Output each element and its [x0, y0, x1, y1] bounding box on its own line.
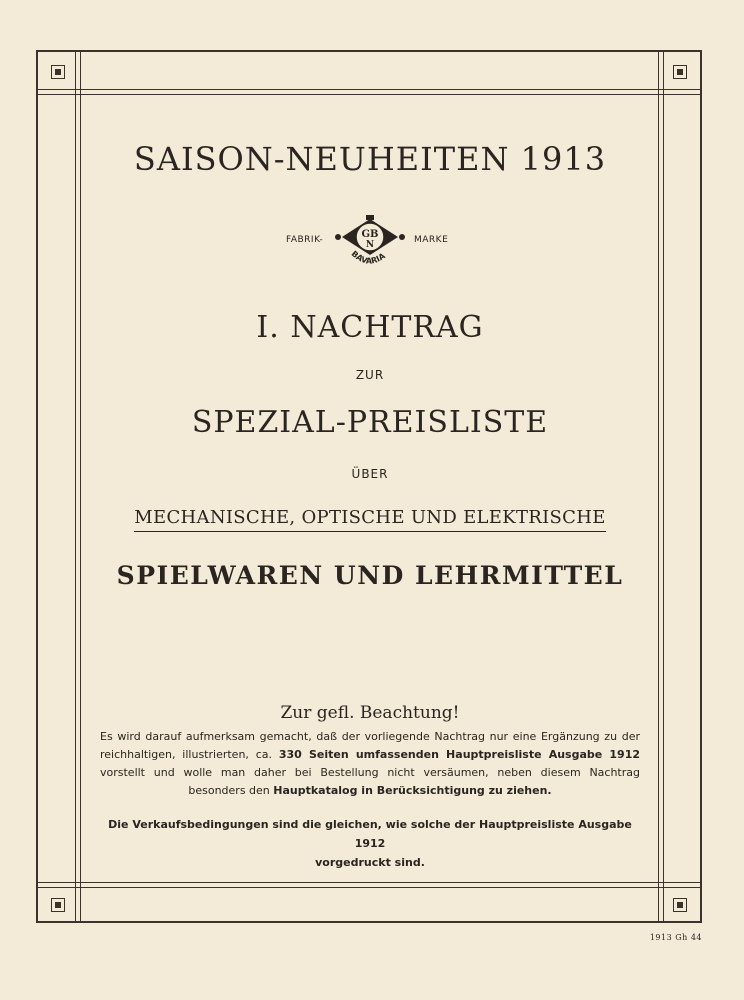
right-divider-line-2	[663, 50, 664, 923]
corner-ornament-icon	[673, 65, 687, 79]
left-divider-line-2	[80, 50, 81, 923]
trademark-right-label: MARKE	[414, 235, 449, 245]
notice-heading: Zur gefl. Beachtung!	[280, 703, 460, 723]
left-divider-line	[75, 50, 76, 923]
top-divider-line	[36, 89, 702, 90]
corner-ornament-icon	[51, 898, 65, 912]
svg-text:GB: GB	[361, 229, 379, 240]
right-divider-line	[658, 50, 659, 923]
top-divider-line-2	[36, 94, 702, 95]
svg-text:BAVARIA: BAVARIA	[349, 249, 387, 266]
notice-text-1: Es wird darauf aufmerksam gemacht, daß der vorliegende Nachtrag nur eine Ergänzung zu der reichhaltigen, illustrierten, ca.	[100, 730, 640, 761]
bottom-divider-line	[36, 882, 702, 883]
subject-text: MECHANISCHE, OPTISCHE UND ELEKTRISCHE	[134, 507, 605, 532]
conditions-line-2: vorgedruckt sind.	[315, 856, 425, 869]
gbn-bavaria-logo-icon	[332, 215, 408, 275]
trademark	[80, 215, 660, 275]
products-heading: SPIELWAREN UND LEHRMITTEL	[116, 561, 624, 590]
ueber-label: ÜBER	[351, 467, 389, 481]
pricelist-heading: SPEZIAL-PREISLISTE	[191, 405, 549, 440]
print-code: 1913 Gh 44	[649, 933, 702, 942]
corner-ornament-icon	[51, 65, 65, 79]
page-title: SAISON-NEUHEITEN 1913	[133, 140, 607, 178]
notice-text-2: vorstellt und wolle man daher bei Bestellung nicht versäumen, neben diesem Nachtrag besonders den	[100, 766, 640, 797]
subject-line	[80, 507, 660, 528]
svg-text:N: N	[365, 240, 375, 250]
notice-bold-1: 330 Seiten umfassenden Hauptpreisliste Ausgabe 1912	[278, 748, 640, 761]
notice-bold-2: Hauptkatalog in Berücksichtigung zu ziehen.	[273, 784, 552, 797]
notice-paragraph	[100, 728, 640, 800]
zur-label: ZUR	[355, 368, 385, 382]
corner-ornament-icon	[673, 898, 687, 912]
conditions-line-1: Die Verkaufsbedingungen sind die gleichen, wie solche der Hauptpreisliste Ausgabe 1912	[108, 818, 632, 850]
bottom-divider-line-2	[36, 887, 702, 888]
conditions-note	[100, 815, 640, 872]
supplement-heading: I. NACHTRAG	[256, 310, 484, 345]
trademark-left-label: FABRIK-	[286, 235, 324, 245]
